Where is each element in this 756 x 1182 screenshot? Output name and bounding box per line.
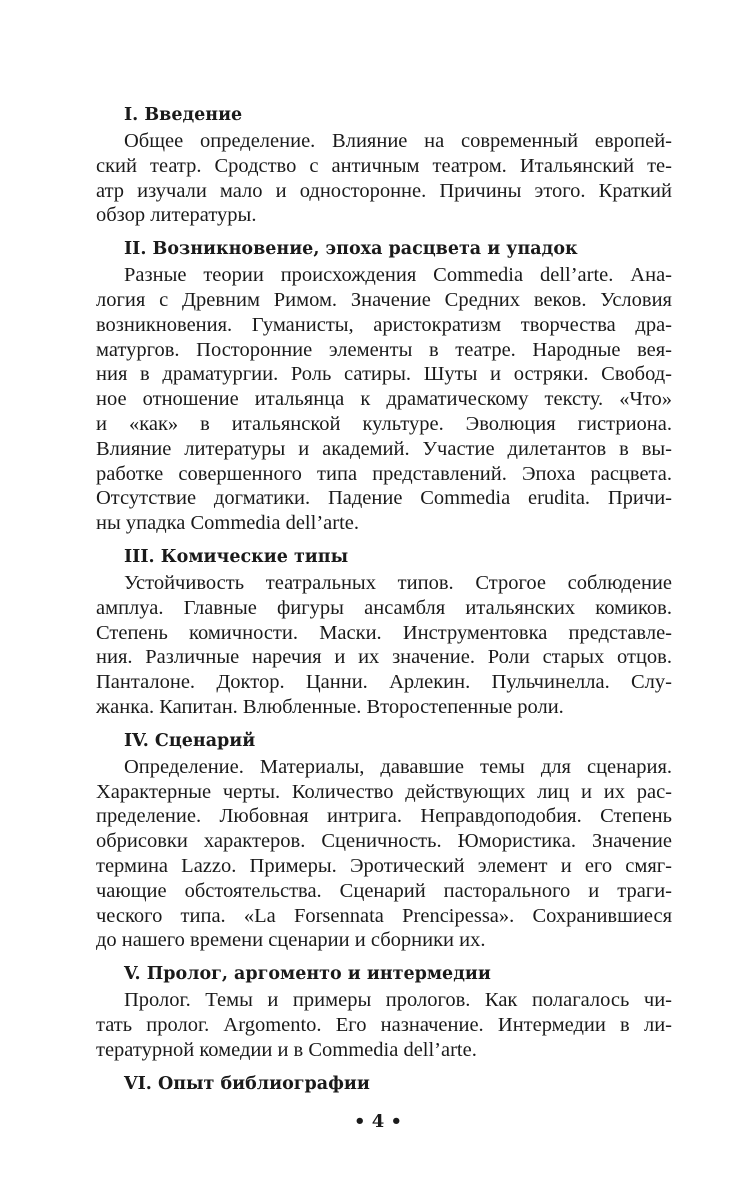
text-line: обрисовки характеров. Сценичность. Юмористика. Значение (96, 830, 672, 853)
section-body (96, 571, 672, 720)
text-line: Характерные черты. Количество действующих лиц и их рас- (96, 780, 672, 803)
section-title: IV. Сценарий (124, 730, 256, 751)
text-line: Пролог. Темы и примеры прологов. Как полагалось чи- (124, 989, 672, 1012)
text-line: Степень комичности. Маски. Инструментовка представле- (96, 621, 672, 644)
section-title: V. Пролог, аргоменто и интермедии (124, 964, 491, 985)
text-line: Отсутствие догматики. Падение Commedia erudita. Причи- (96, 487, 672, 510)
text-line: обзор литературы. (96, 204, 257, 227)
text-line: логия с Древним Римом. Значение Средних веков. Условия (96, 288, 672, 311)
text-line: ное отношение итальянца к драматическому тексту. «Что» (96, 388, 672, 411)
section-2 (96, 236, 672, 536)
text-line: атр изучали мало и односторонне. Причины этого. Краткий (96, 179, 672, 202)
section-6 (96, 1071, 672, 1098)
section-3 (96, 544, 672, 720)
text-line: ния. Различные наречия и их значение. Роли старых отцов. (96, 646, 672, 669)
section-title: II. Возникновение, эпоха расцвета и упадок (124, 239, 578, 260)
text-line: Устойчивость театральных типов. Строгое соблюдение (124, 571, 672, 594)
text-line: жанка. Капитан. Влюбленные. Второстепенные роли. (96, 695, 564, 718)
text-line: до нашего времени сценарии и сборники их. (96, 929, 486, 952)
text-line: ский театр. Сродство с античным театром. Итальянский те- (96, 154, 672, 177)
text-line: ны упадка Commedia dell’arte. (96, 512, 359, 535)
text-line: пределение. Любовная интрига. Неправдоподобия. Степень (96, 805, 672, 828)
section-5 (96, 961, 672, 1062)
section-1 (96, 102, 672, 228)
section-body (96, 263, 672, 536)
section-title: VI. Опыт библиографии (124, 1073, 370, 1094)
text-line: и «как» в итальянской культуре. Эволюция гистриона. (96, 412, 672, 435)
section-title: I. Введение (124, 105, 243, 125)
text-line: возникновения. Гуманисты, аристократизм творчества дра- (96, 313, 672, 336)
text-line: тать пролог. Argomento. Его назначение. Интермедии в ли- (96, 1013, 672, 1036)
section-body (96, 755, 672, 953)
text-line: Панталоне. Доктор. Цанни. Арлекин. Пульчинелла. Слу- (96, 671, 672, 694)
text-line: ческого типа. «La Forsennata Prencipessa». Сохранившиеся (96, 904, 672, 927)
page-number: • 4 • (353, 1111, 403, 1132)
text-line: тературной комедии и в Commedia dell’arte. (96, 1038, 477, 1061)
section-body (96, 129, 672, 228)
text-line: термина Lazzo. Примеры. Эротический элемент и его смяг- (96, 854, 672, 877)
text-line: матургов. Посторонние элементы в театре. Народные вея- (96, 338, 672, 361)
text-line: ния в драматургии. Роль сатиры. Шуты и остряки. Свобод- (96, 363, 672, 386)
text-line: Определение. Материалы, дававшие темы для сценария. (124, 755, 672, 778)
text-line: чающие обстоятельства. Сценарий пасторального и траги- (96, 879, 672, 902)
text-line: амплуа. Главные фигуры ансамбля итальянских комиков. (96, 596, 672, 619)
section-body (96, 988, 672, 1062)
section-4 (96, 728, 672, 953)
section-title: III. Комические типы (124, 546, 349, 567)
book-page (96, 102, 672, 1098)
text-line: Разные теории происхождения Commedia dell’arte. Ана- (124, 264, 672, 287)
text-line: работке совершенного типа представлений. Эпоха расцвета. (96, 462, 672, 485)
text-line: Влияние литературы и академий. Участие дилетантов в вы- (96, 437, 672, 460)
text-line: Общее определение. Влияние на современный европей- (124, 130, 672, 152)
